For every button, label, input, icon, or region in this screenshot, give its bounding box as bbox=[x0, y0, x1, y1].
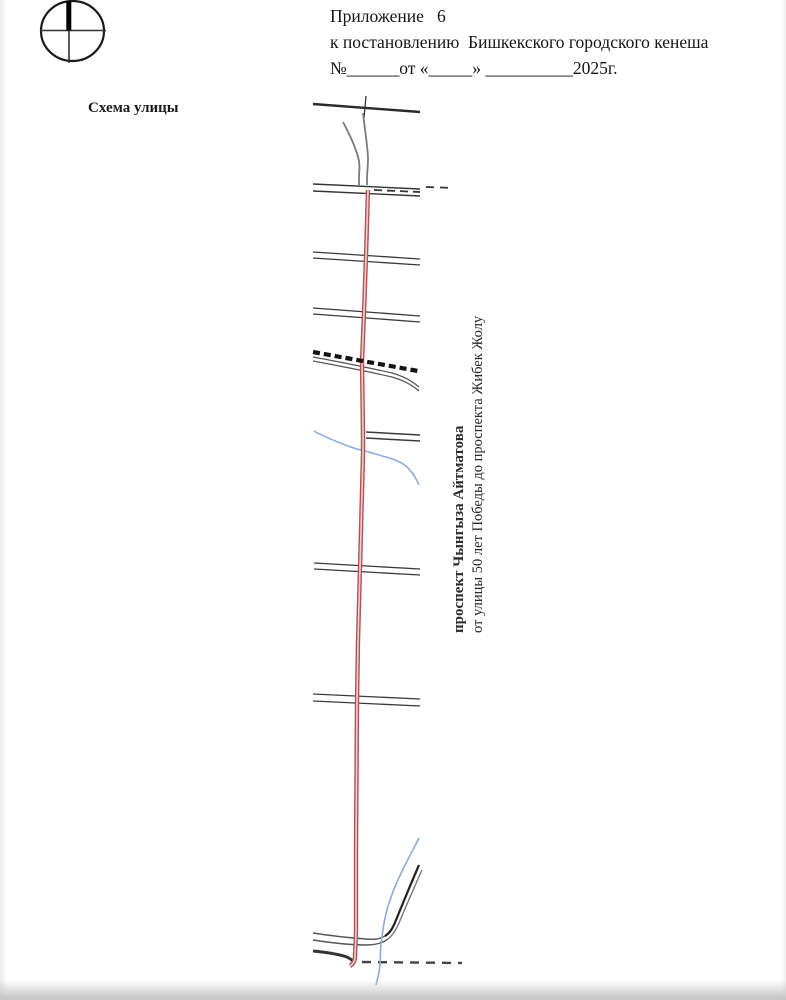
route-label bbox=[450, 315, 488, 633]
route-aitmatov-avenue bbox=[350, 190, 368, 966]
railway-line bbox=[313, 352, 418, 371]
road-50-let-pobedy bbox=[313, 951, 462, 963]
cross-street bbox=[313, 694, 420, 706]
cross-street bbox=[314, 563, 420, 575]
road-along-railway bbox=[313, 357, 419, 391]
header-appendix-line: Приложение 6 bbox=[330, 6, 446, 26]
scan-shadow-bottom bbox=[0, 980, 786, 1000]
road-top-boundary bbox=[313, 96, 420, 118]
route-label-title: проспект Чынгыза Айтматова bbox=[451, 425, 467, 633]
river-upper bbox=[314, 431, 419, 485]
road-curved-access bbox=[343, 113, 368, 185]
header-number-date-line: №______от «_____» __________2025г. bbox=[330, 58, 618, 78]
route-label-subtitle: от улицы 50 лет Победы до проспекта Жибек Жолу bbox=[470, 315, 486, 633]
cross-street-stub bbox=[366, 432, 420, 441]
scan-shadow-left bbox=[0, 0, 7, 1000]
scan-shadow-right bbox=[781, 0, 786, 1000]
scheme-title: Схема улицы bbox=[88, 100, 179, 116]
road-bottom-connector bbox=[313, 933, 388, 945]
cross-street bbox=[313, 308, 420, 322]
header-resolution-line: к постановлению Бишкекского городского кенеша bbox=[330, 32, 709, 52]
road-zhibek-zholu bbox=[313, 184, 454, 196]
compass-icon bbox=[40, 1, 106, 63]
road-bottom-diagonal bbox=[385, 865, 422, 939]
